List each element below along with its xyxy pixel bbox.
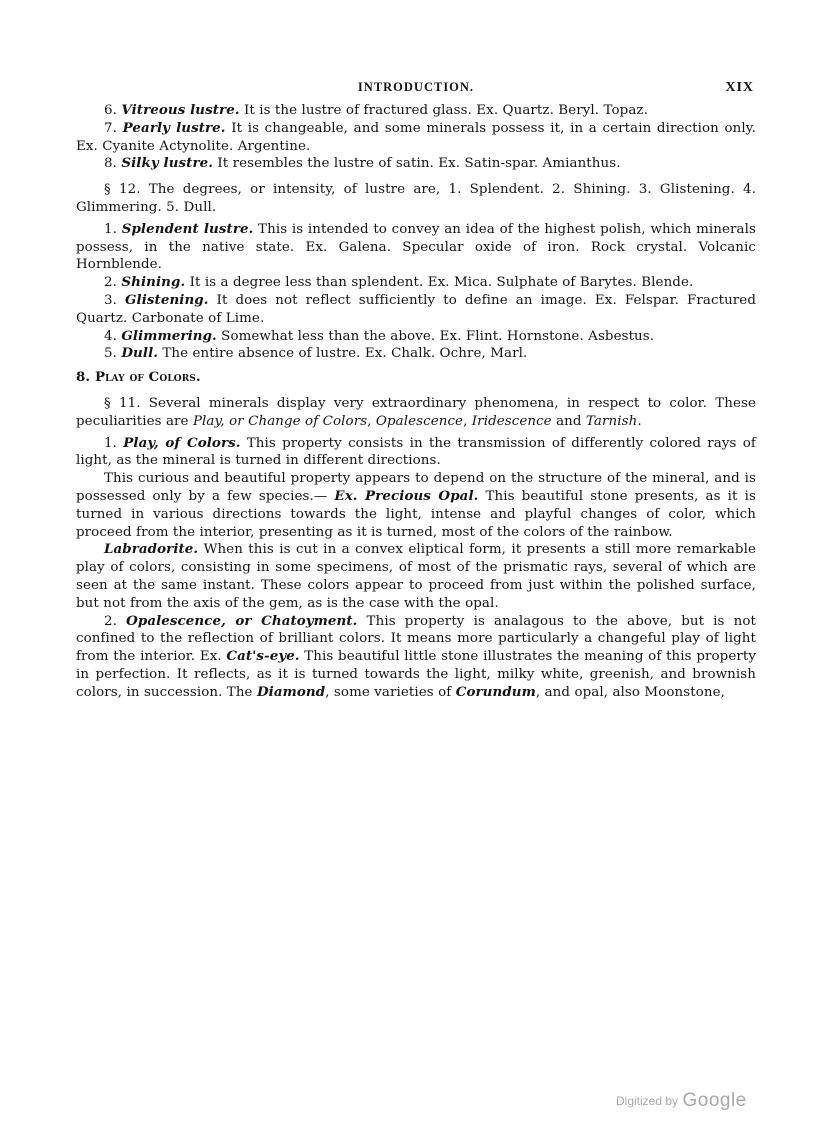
lustre-degree-item: 3. Glistening. It does not reflect sufficiently to define an image. Ex. Felspar. Fractured Quartz. Carbonate of Lime.	[76, 291, 756, 326]
page-body	[76, 102, 756, 702]
term: Ex. Precious Opal.	[334, 487, 479, 504]
section-12-heading: § 12. The degrees, or intensity, of lustre are, 1. Splendent. 2. Shining. 3. Glistening. 4. Glimmering. 5. Dull.	[76, 182, 756, 215]
paragraph: This curious and beautiful property appears to depend on the structure of the mineral, and is possessed only by a few species.— Ex. Precious Opal. This beautiful stone presents, as it is turned in various directions towards the light, intense and playful changes of color, which proceed from the interior, presenting as it is turned, most of the colors of the rainbow.	[76, 471, 756, 540]
lustre-kind-item: 7. Pearly lustre. It is changeable, and some minerals possess it, in a certain direction only. Ex. Cyanite Actynolite. Argentine.	[76, 119, 756, 154]
lustre-degree-item: 1. Splendent lustre. This is intended to convey an idea of the highest polish, which minerals possess, in the native state. Ex. Galena. Specular oxide of iron. Rock crystal. Volcanic Hornblende.	[76, 220, 756, 273]
running-title: INTRODUCTION.	[357, 80, 475, 94]
lustre-degree-item: 5. Dull. The entire absence of lustre. Ex. Chalk. Ochre, Marl.	[104, 345, 528, 362]
page-number: XIX	[725, 80, 754, 95]
paragraph: Labradorite. When this is cut in a convex eliptical form, it presents a still more remarkable play of colors, consisting in some specimens, of most of the prismatic rays, several of which are seen at the same instant. These colors appear to proceed from just within the polished surface, but not from the axis of the gem, as is the case with the opal.	[76, 541, 756, 611]
term: Pearly lustre.	[122, 119, 226, 136]
term-opalescence: Opalescence	[375, 413, 464, 429]
section-11-heading: § 11. Several minerals display very extraordinary phenomena, in respect to color. These peculiarities are Play, or Change of Colors, Opalescence, Iridescence and Tarnish.	[76, 395, 756, 429]
term: Silky lustre.	[121, 155, 213, 172]
running-header	[76, 80, 756, 102]
subheading: 8. Play of Colors.	[76, 369, 201, 386]
term: Diamond	[256, 683, 326, 700]
term-tarnish: Tarnish	[585, 413, 638, 429]
book-page	[76, 80, 756, 702]
play-of-colors-item: 1. Play, of Colors. This property consists in the transmission of differently colored rays of light, as the mineral is turned in different directions.	[76, 434, 756, 469]
term: Glimmering.	[121, 327, 217, 344]
term-iridescence: Iridescence	[471, 413, 552, 429]
lustre-kind-item: 8. Silky lustre. It resembles the lustre of satin. Ex. Satin-spar. Amianthus.	[104, 155, 621, 172]
term: Dull.	[121, 345, 159, 362]
term: Opalescence, or Chatoyment.	[126, 612, 358, 629]
lustre-degree-item: 2. Shining. It is a degree less than splendent. Ex. Mica. Sulphate of Barytes. Blende.	[104, 274, 694, 291]
term: Shining.	[121, 274, 186, 291]
term: Glistening.	[125, 291, 209, 308]
term-play: Play, or Change of Colors	[192, 413, 368, 429]
term: Cat's-eye.	[226, 648, 300, 665]
lustre-degree-item: 4. Glimmering. Somewhat less than the above. Ex. Flint. Hornstone. Asbestus.	[104, 327, 655, 344]
opalescence-item: 2. Opalescence, or Chatoyment. This property is analagous to the above, but is not confined to the reflection of brilliant colors. It means more particularly a changeful play of light from the interior. Ex. Cat's-eye. This beautiful little stone illustrates the meaning of this property in perfection. It reflects, as it is turned towards the light, milky white, greenish, and brownish colors, in succession. The Diamond, some varieties of Corundum, and opal, also Moonstone,	[76, 612, 757, 700]
term: Splendent lustre.	[121, 220, 254, 237]
term: Vitreous lustre.	[121, 102, 240, 118]
google-logo: Google	[682, 1090, 747, 1111]
term: Corundum	[455, 683, 536, 700]
term: Labradorite.	[104, 541, 199, 558]
lustre-kind-item: 6. Vitreous lustre. It is the lustre of fractured glass. Ex. Quartz. Beryl. Topaz.	[104, 102, 648, 118]
term: Play, of Colors.	[123, 434, 241, 451]
digitized-watermark: Digitized by Google	[616, 1090, 747, 1111]
